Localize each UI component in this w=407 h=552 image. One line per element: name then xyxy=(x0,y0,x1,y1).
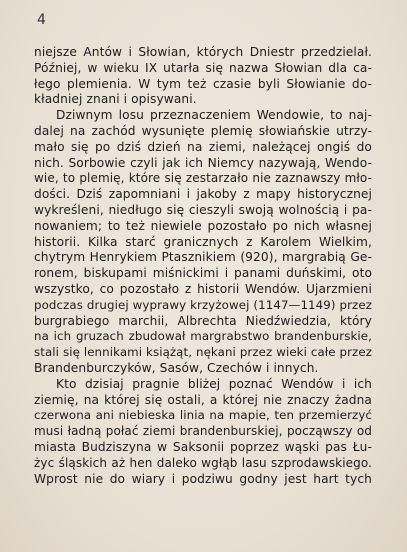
page-number: 4 xyxy=(37,12,46,28)
text-line: podczas drugiej wyprawy krzyżowej (1147—1149) przez xyxy=(34,297,372,312)
text-line: Wprost nie do wiary i podziwu godny jest hart tych xyxy=(34,471,372,486)
text-line: nich. Sorbowie czyli jak ich Niemcy nazywają, Wendo- xyxy=(34,155,372,170)
text-line: historii. Kilka starć granicznych z Karolem Wielkim, xyxy=(34,234,372,249)
paragraph-first-line: Kto dzisiaj pragnie bliżej poznać Wendów i ich xyxy=(56,376,372,391)
text-line: burgrabiego marchii, Albrechta Niedźwiedzia, który xyxy=(34,313,372,328)
text-line: chytrym Henrykiem Ptasznikiem (920), margrabią Ge- xyxy=(34,250,372,265)
text-line: czerwona ani niebieska linia na mapie, ten przemierzyć xyxy=(34,408,372,423)
text-line: wszystko, co pozostało z historii Wendów. Ujarzmieni xyxy=(34,281,372,296)
text-line: wie, to plemię, które się zestarzało nie zaznawszy mło- xyxy=(34,171,372,186)
body-text xyxy=(34,45,372,487)
text-line: kładniej znani i opisywani. xyxy=(34,92,197,107)
text-line: dalej na zachód wysunięte plemię słowiańskie utrzy- xyxy=(34,123,372,138)
text-line: miasta Budziszyna w Saksonii poprzez wąski pas Łu- xyxy=(34,439,372,454)
text-line: wykreśleni, niedługo się cieszyli swoją wolnością i pa- xyxy=(34,202,372,217)
text-line: ronem, biskupami miśnickimi i panami duńskimi, oto xyxy=(34,266,372,281)
text-line: życ śląskich aż hen daleko wgłąb lasu szprodawskiego. xyxy=(34,455,372,470)
text-line: musi ładną połać ziemi brandenburskiej, począwszy od xyxy=(34,424,372,439)
text-line: ziemię, na której się ostali, a której nie znaczy żadna xyxy=(34,392,372,407)
text-line: na ich gruzach zbudował margrabstwo brandenburskie, xyxy=(34,329,372,344)
text-line: Później, w wieku IX utarła się nazwa Słowian dla ca- xyxy=(34,60,372,75)
text-line: nowaniem; to też niewiele pozostało po nich własnej xyxy=(34,218,372,233)
paragraph-first-line: Dziwnym losu przeznaczeniem Wendowie, to naj- xyxy=(56,108,372,123)
text-line: niejsze Antów i Słowian, których Dniestr przedzielał. xyxy=(34,45,372,59)
text-line: Brandenburczyków, Sasów, Czechów i innych. xyxy=(34,360,319,375)
text-line: dości. Dziś zapomniani i jakoby z mapy historycznej xyxy=(34,187,372,202)
text-line: stali się lennikami książąt, nękani przez wieki całe przez xyxy=(34,345,372,360)
text-line: mało się po dziś dzień na ziemi, należącej ongiś do xyxy=(34,139,372,154)
text-line: łego plemienia. W tym też czasie byli Słowianie do- xyxy=(34,76,372,91)
